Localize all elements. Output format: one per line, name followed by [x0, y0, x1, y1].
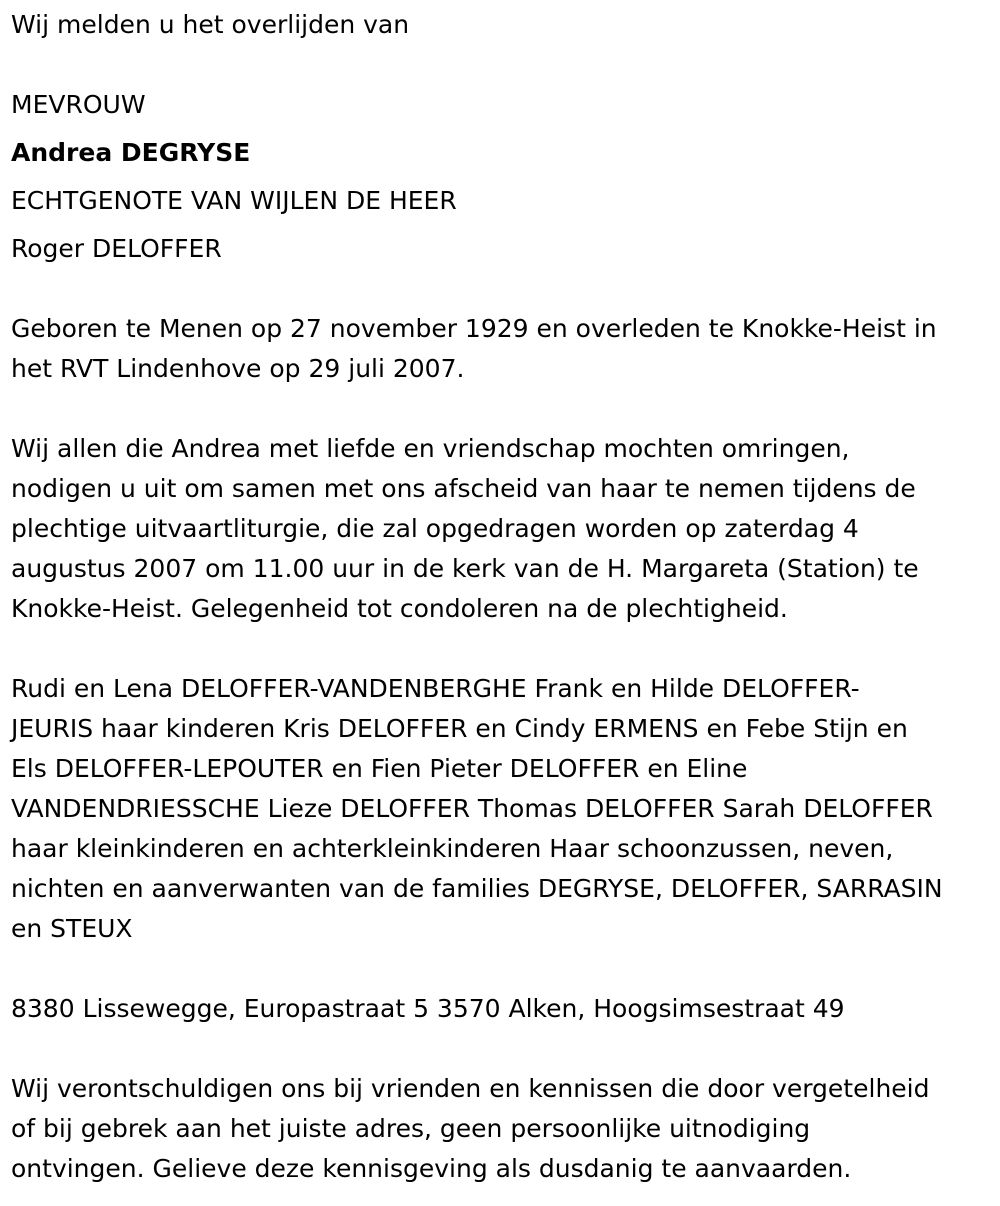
paragraph-line: augustus 2007 om 11.00 uur in de kerk van de H. Margareta (Station) te	[11, 554, 919, 583]
paragraph-line: of bij gebrek aan het juiste adres, geen persoonlijke uitnodiging	[11, 1114, 811, 1143]
paragraph-line: plechtige uitvaartliturgie, die zal opgedragen worden op zaterdag 4	[11, 514, 859, 543]
addresses-text: 8380 Lissewegge, Europastraat 5 3570 Alken, Hoogsimsestraat 49	[11, 994, 845, 1023]
spouse-name: Roger DELOFFER	[11, 234, 222, 263]
paragraph-line: Knokke-Heist. Gelegenheid tot condoleren na de plechtigheid.	[11, 594, 788, 623]
paragraph-line: haar kleinkinderen en achterkleinkinderen Haar schoonzussen, neven,	[11, 834, 894, 863]
paragraph-line: ontvingen. Gelieve deze kennisgeving als dusdanig te aanvaarden.	[11, 1154, 852, 1183]
paragraph-line: Geboren te Menen op 27 november 1929 en overleden te Knokke-Heist in	[11, 314, 937, 343]
paragraph-line: Rudi en Lena DELOFFER-VANDENBERGHE Frank en Hilde DELOFFER-	[11, 674, 860, 703]
paragraph-line: Wij allen die Andrea met liefde en vriendschap mochten omringen,	[11, 434, 850, 463]
paragraph-line: nodigen u uit om samen met ons afscheid van haar te nemen tijdens de	[11, 474, 916, 503]
spouse-label: ECHTGENOTE VAN WIJLEN DE HEER	[11, 186, 457, 215]
paragraph-line: Els DELOFFER-LEPOUTER en Fien Pieter DELOFFER en Eline	[11, 754, 748, 783]
intro-text: Wij melden u het overlijden van	[11, 10, 410, 39]
deceased-name: Andrea DEGRYSE	[11, 138, 251, 167]
invitation-paragraph	[11, 429, 919, 629]
paragraph-line: JEURIS haar kinderen Kris DELOFFER en Cindy ERMENS en Febe Stijn en	[11, 714, 908, 743]
birth-death-paragraph	[11, 309, 937, 389]
paragraph-line: het RVT Lindenhove op 29 juli 2007.	[11, 354, 465, 383]
apology-paragraph	[11, 1069, 929, 1189]
paragraph-line: en STEUX	[11, 914, 133, 943]
paragraph-line: Wij verontschuldigen ons bij vrienden en kennissen die door vergetelheid	[11, 1074, 930, 1103]
family-paragraph	[11, 669, 943, 949]
paragraph-line: nichten en aanverwanten van de families DEGRYSE, DELOFFER, SARRASIN	[11, 874, 943, 903]
title-text: MEVROUW	[11, 90, 146, 119]
paragraph-line: VANDENDRIESSCHE Lieze DELOFFER Thomas DELOFFER Sarah DELOFFER	[11, 794, 933, 823]
